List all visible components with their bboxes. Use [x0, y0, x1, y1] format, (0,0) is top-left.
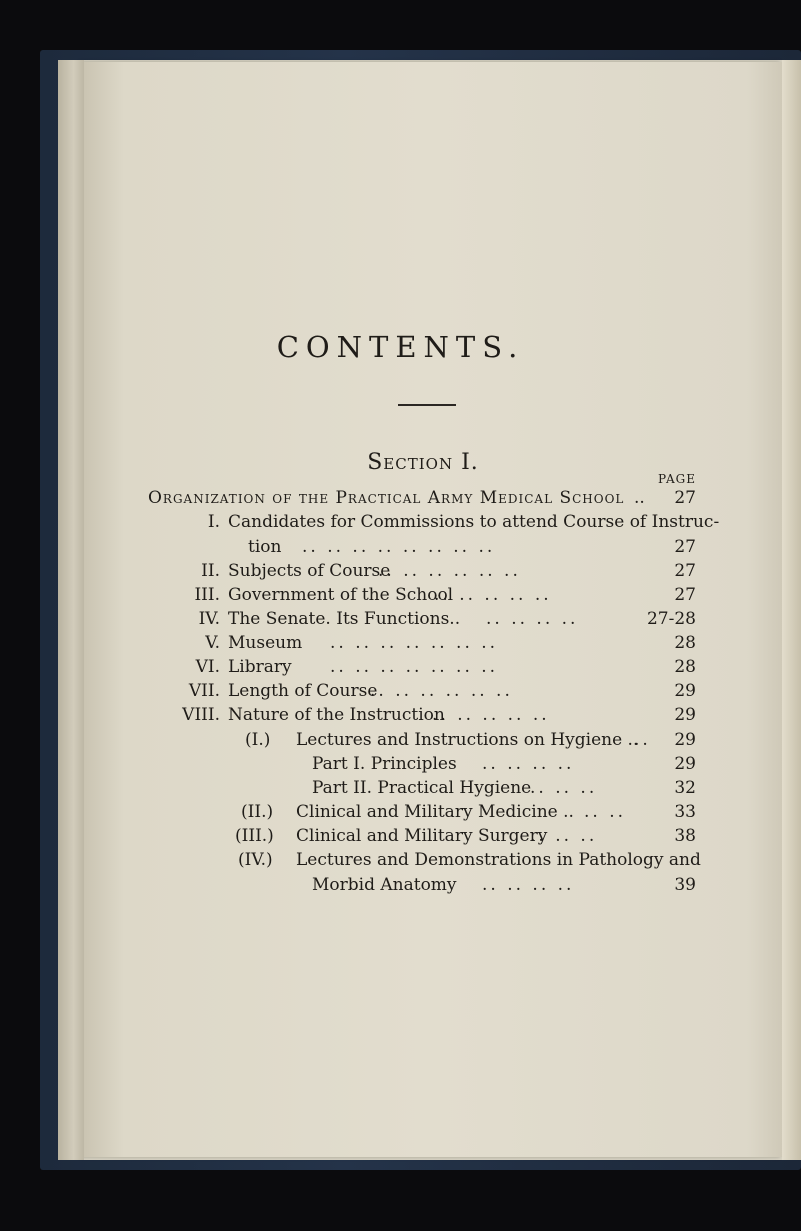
ornamental-rule	[398, 404, 456, 406]
entry-numeral: III.	[194, 585, 220, 605]
entry-numeral: VI.	[195, 657, 220, 677]
entry-title: Government of the School	[228, 585, 454, 605]
subentry-leader: .. .. ..	[530, 826, 598, 846]
subentry-leader: .. .. .. ..	[482, 754, 575, 774]
entry-leader: .. .. .. .. .. .. .. ..	[302, 537, 496, 557]
entry-title: Museum	[228, 633, 303, 653]
entry-title: Candidates for Commissions to attend Course of Instruc-	[228, 512, 720, 532]
entry-leader: .. .. .. .. .. .. ..	[330, 633, 499, 653]
page-column-label: PAGE	[658, 472, 696, 486]
page-edge	[782, 60, 801, 1160]
entry-numeral: V.	[205, 633, 220, 653]
subentry-page: 39	[674, 875, 696, 895]
entry-leader: .. .. .. ..	[486, 609, 579, 629]
section-title: Section I.	[367, 450, 479, 475]
subentry-leader: .. ..	[584, 802, 627, 822]
entry-title: Subjects of Course	[228, 561, 391, 581]
subentry-title-cont: Morbid Anatomy	[312, 875, 457, 895]
entry-page: 27	[674, 585, 696, 605]
entry-title: Nature of the Instruction	[228, 705, 445, 725]
entry-title: Library	[228, 657, 292, 677]
subentry-numeral: (II.)	[241, 802, 274, 822]
subentry-leader: ..	[634, 730, 651, 750]
entry-numeral: VII.	[188, 681, 220, 701]
entry-page: 28	[674, 633, 696, 653]
entry-page: 29	[674, 705, 696, 725]
subentry-numeral: (III.)	[235, 826, 274, 846]
entry-leader: .. .. .. .. .. ..	[378, 561, 521, 581]
organization-title: Organization of the Practical Army Medical School	[148, 488, 625, 508]
subentry-leader: .. .. ..	[530, 778, 598, 798]
entry-leader: .. .. .. .. .. ..	[370, 681, 513, 701]
subentry-title: Clinical and Military Surgery	[296, 826, 548, 846]
subentry-title: Part I. Principles	[312, 754, 457, 774]
entry-title: The Senate. Its Functions..	[228, 609, 461, 629]
entry-page: 27	[674, 561, 696, 581]
subentry-numeral: (IV.)	[238, 850, 273, 870]
entry-leader: .. .. .. .. ..	[432, 705, 550, 725]
subentry-title: Clinical and Military Medicine ..	[296, 802, 574, 822]
entry-leader: .. .. .. .. ..	[434, 585, 552, 605]
entry-title: Length of Course	[228, 681, 378, 701]
subentry-page: 29	[674, 754, 696, 774]
subentry-title: Part II. Practical Hygiene	[312, 778, 532, 798]
entry-numeral: VIII.	[182, 705, 220, 725]
subentry-title: Lectures and Instructions on Hygiene ..	[296, 730, 639, 750]
organization-leader: ..	[634, 488, 645, 508]
entry-page: 27-28	[646, 609, 696, 629]
entry-title-cont: tion	[248, 537, 282, 557]
subentry-page: 29	[674, 730, 696, 750]
entry-numeral: IV.	[198, 609, 220, 629]
entry-numeral: II.	[201, 561, 220, 581]
entry-page: 27	[674, 537, 696, 557]
entry-page: 28	[674, 657, 696, 677]
subentry-numeral: (I.)	[245, 730, 271, 750]
page-title: CONTENTS.	[276, 330, 525, 364]
entry-numeral: I.	[207, 512, 220, 532]
entry-page: 29	[674, 681, 696, 701]
subentry-page: 32	[674, 778, 696, 798]
subentry-page: 33	[674, 802, 696, 822]
entry-leader: .. .. .. .. .. .. ..	[330, 657, 499, 677]
subentry-leader: .. .. .. ..	[482, 875, 575, 895]
subentry-page: 38	[674, 826, 696, 846]
gutter	[58, 60, 84, 1160]
organization-page: 27	[674, 488, 696, 508]
subentry-title: Lectures and Demonstrations in Pathology and	[296, 850, 701, 870]
